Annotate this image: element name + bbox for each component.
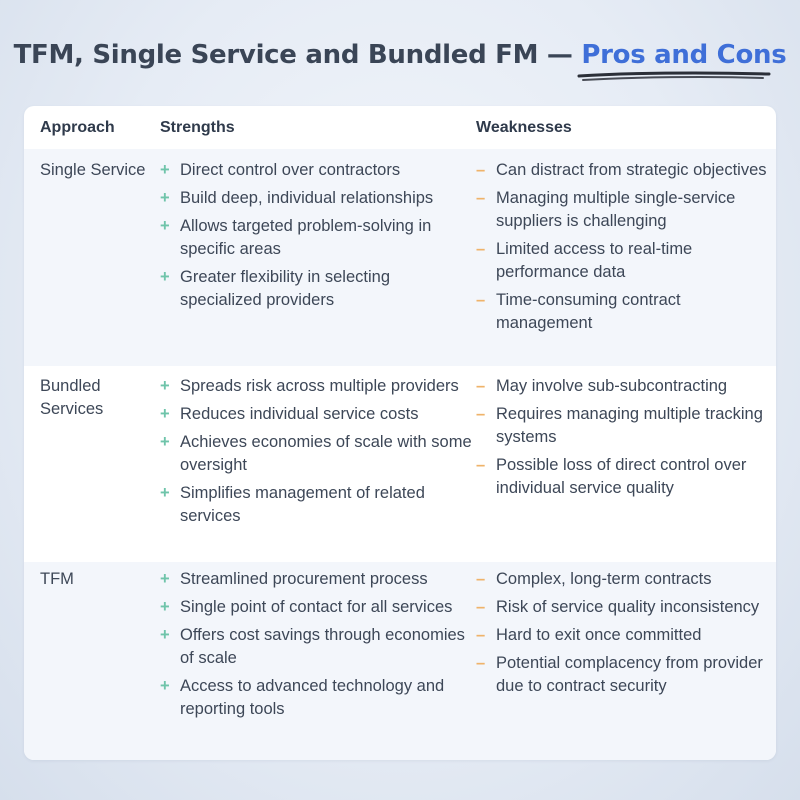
strength-item [160, 568, 476, 591]
plus-icon: + [160, 377, 170, 395]
strength-item [160, 159, 476, 182]
weakness-item-text: Limited access to real-time performance data [496, 240, 693, 281]
weakness-item-text: Possible loss of direct control over individual service quality [496, 456, 747, 497]
weakness-item-text: Requires managing multiple tracking systems [496, 405, 763, 446]
strength-item-text: Offers cost savings through economies of scale [180, 626, 465, 667]
table-header [24, 106, 776, 149]
plus-icon: + [160, 189, 170, 207]
strength-item [160, 624, 476, 670]
strengths-list [160, 568, 476, 760]
weakness-item [476, 375, 776, 398]
header-weaknesses: Weaknesses [476, 118, 572, 136]
strengths-list [160, 375, 476, 562]
strength-item-text: Spreads risk across multiple providers [180, 377, 459, 395]
plus-icon: + [160, 433, 170, 451]
plus-icon: + [160, 405, 170, 423]
brush-underline-icon [577, 70, 773, 84]
weakness-item [476, 238, 776, 284]
table-row [24, 562, 776, 760]
weakness-item-text: Managing multiple single-service suppliers is challenging [496, 189, 736, 230]
strengths-list [160, 159, 476, 366]
header-approach: Approach [40, 118, 115, 136]
plus-icon: + [160, 598, 170, 616]
approach-cell: Bundled Services [40, 377, 104, 418]
weaknesses-list [476, 375, 776, 562]
weakness-item [476, 187, 776, 233]
minus-icon: – [476, 291, 486, 309]
weakness-item-text: Can distract from strategic objectives [496, 161, 767, 179]
strength-item [160, 596, 476, 619]
title-highlight [581, 40, 786, 70]
weakness-item [476, 454, 776, 500]
minus-icon: – [476, 570, 486, 588]
strength-item-text: Direct control over contractors [180, 161, 401, 179]
plus-icon: + [160, 268, 170, 286]
strength-item [160, 403, 476, 426]
strength-item [160, 431, 476, 477]
strength-item [160, 675, 476, 721]
comparison-table [24, 106, 776, 760]
strength-item-text: Build deep, individual relationships [180, 189, 434, 207]
minus-icon: – [476, 456, 486, 474]
weakness-item [476, 652, 776, 698]
minus-icon: – [476, 598, 486, 616]
plus-icon: + [160, 677, 170, 695]
plus-icon: + [160, 626, 170, 644]
weakness-item [476, 568, 776, 591]
weakness-item [476, 159, 776, 182]
weakness-item [476, 596, 776, 619]
approach-cell: TFM [40, 570, 74, 588]
strength-item-text: Reduces individual service costs [180, 405, 419, 423]
minus-icon: – [476, 377, 486, 395]
minus-icon: – [476, 654, 486, 672]
strength-item [160, 187, 476, 210]
minus-icon: – [476, 405, 486, 423]
weakness-item-text: Complex, long-term contracts [496, 570, 712, 588]
minus-icon: – [476, 161, 486, 179]
page-title [0, 40, 800, 70]
weakness-item-text: May involve sub-subcontracting [496, 377, 728, 395]
minus-icon: – [476, 626, 486, 644]
strength-item-text: Simplifies management of related services [180, 484, 425, 525]
weakness-item [476, 624, 776, 647]
minus-icon: – [476, 240, 486, 258]
plus-icon: + [160, 484, 170, 502]
minus-icon: – [476, 189, 486, 207]
header-strengths: Strengths [160, 118, 235, 136]
strength-item-text: Allows targeted problem-solving in specific areas [180, 217, 432, 258]
strength-item [160, 375, 476, 398]
strength-item-text: Streamlined procurement process [180, 570, 428, 588]
plus-icon: + [160, 570, 170, 588]
weaknesses-list [476, 568, 776, 760]
title-main: TFM, Single Service and Bundled FM — [13, 40, 582, 70]
strength-item [160, 482, 476, 528]
strength-item [160, 266, 476, 312]
strength-item-text: Access to advanced technology and reporting tools [180, 677, 445, 718]
plus-icon: + [160, 161, 170, 179]
strength-item-text: Single point of contact for all services [180, 598, 453, 616]
weakness-item-text: Time-consuming contract management [496, 291, 681, 332]
strength-item-text: Greater flexibility in selecting specialized providers [180, 268, 391, 309]
weaknesses-list [476, 159, 776, 366]
table-row [24, 366, 776, 562]
weakness-item-text: Risk of service quality inconsistency [496, 598, 760, 616]
table-row [24, 149, 776, 366]
strength-item [160, 215, 476, 261]
approach-cell: Single Service [40, 161, 146, 179]
plus-icon: + [160, 217, 170, 235]
weakness-item [476, 403, 776, 449]
title-highlight-text: Pros and Cons [581, 40, 787, 70]
weakness-item-text: Potential complacency from provider due to contract security [496, 654, 763, 695]
strength-item-text: Achieves economies of scale with some oversight [180, 433, 472, 474]
weakness-item-text: Hard to exit once committed [496, 626, 702, 644]
weakness-item [476, 289, 776, 335]
